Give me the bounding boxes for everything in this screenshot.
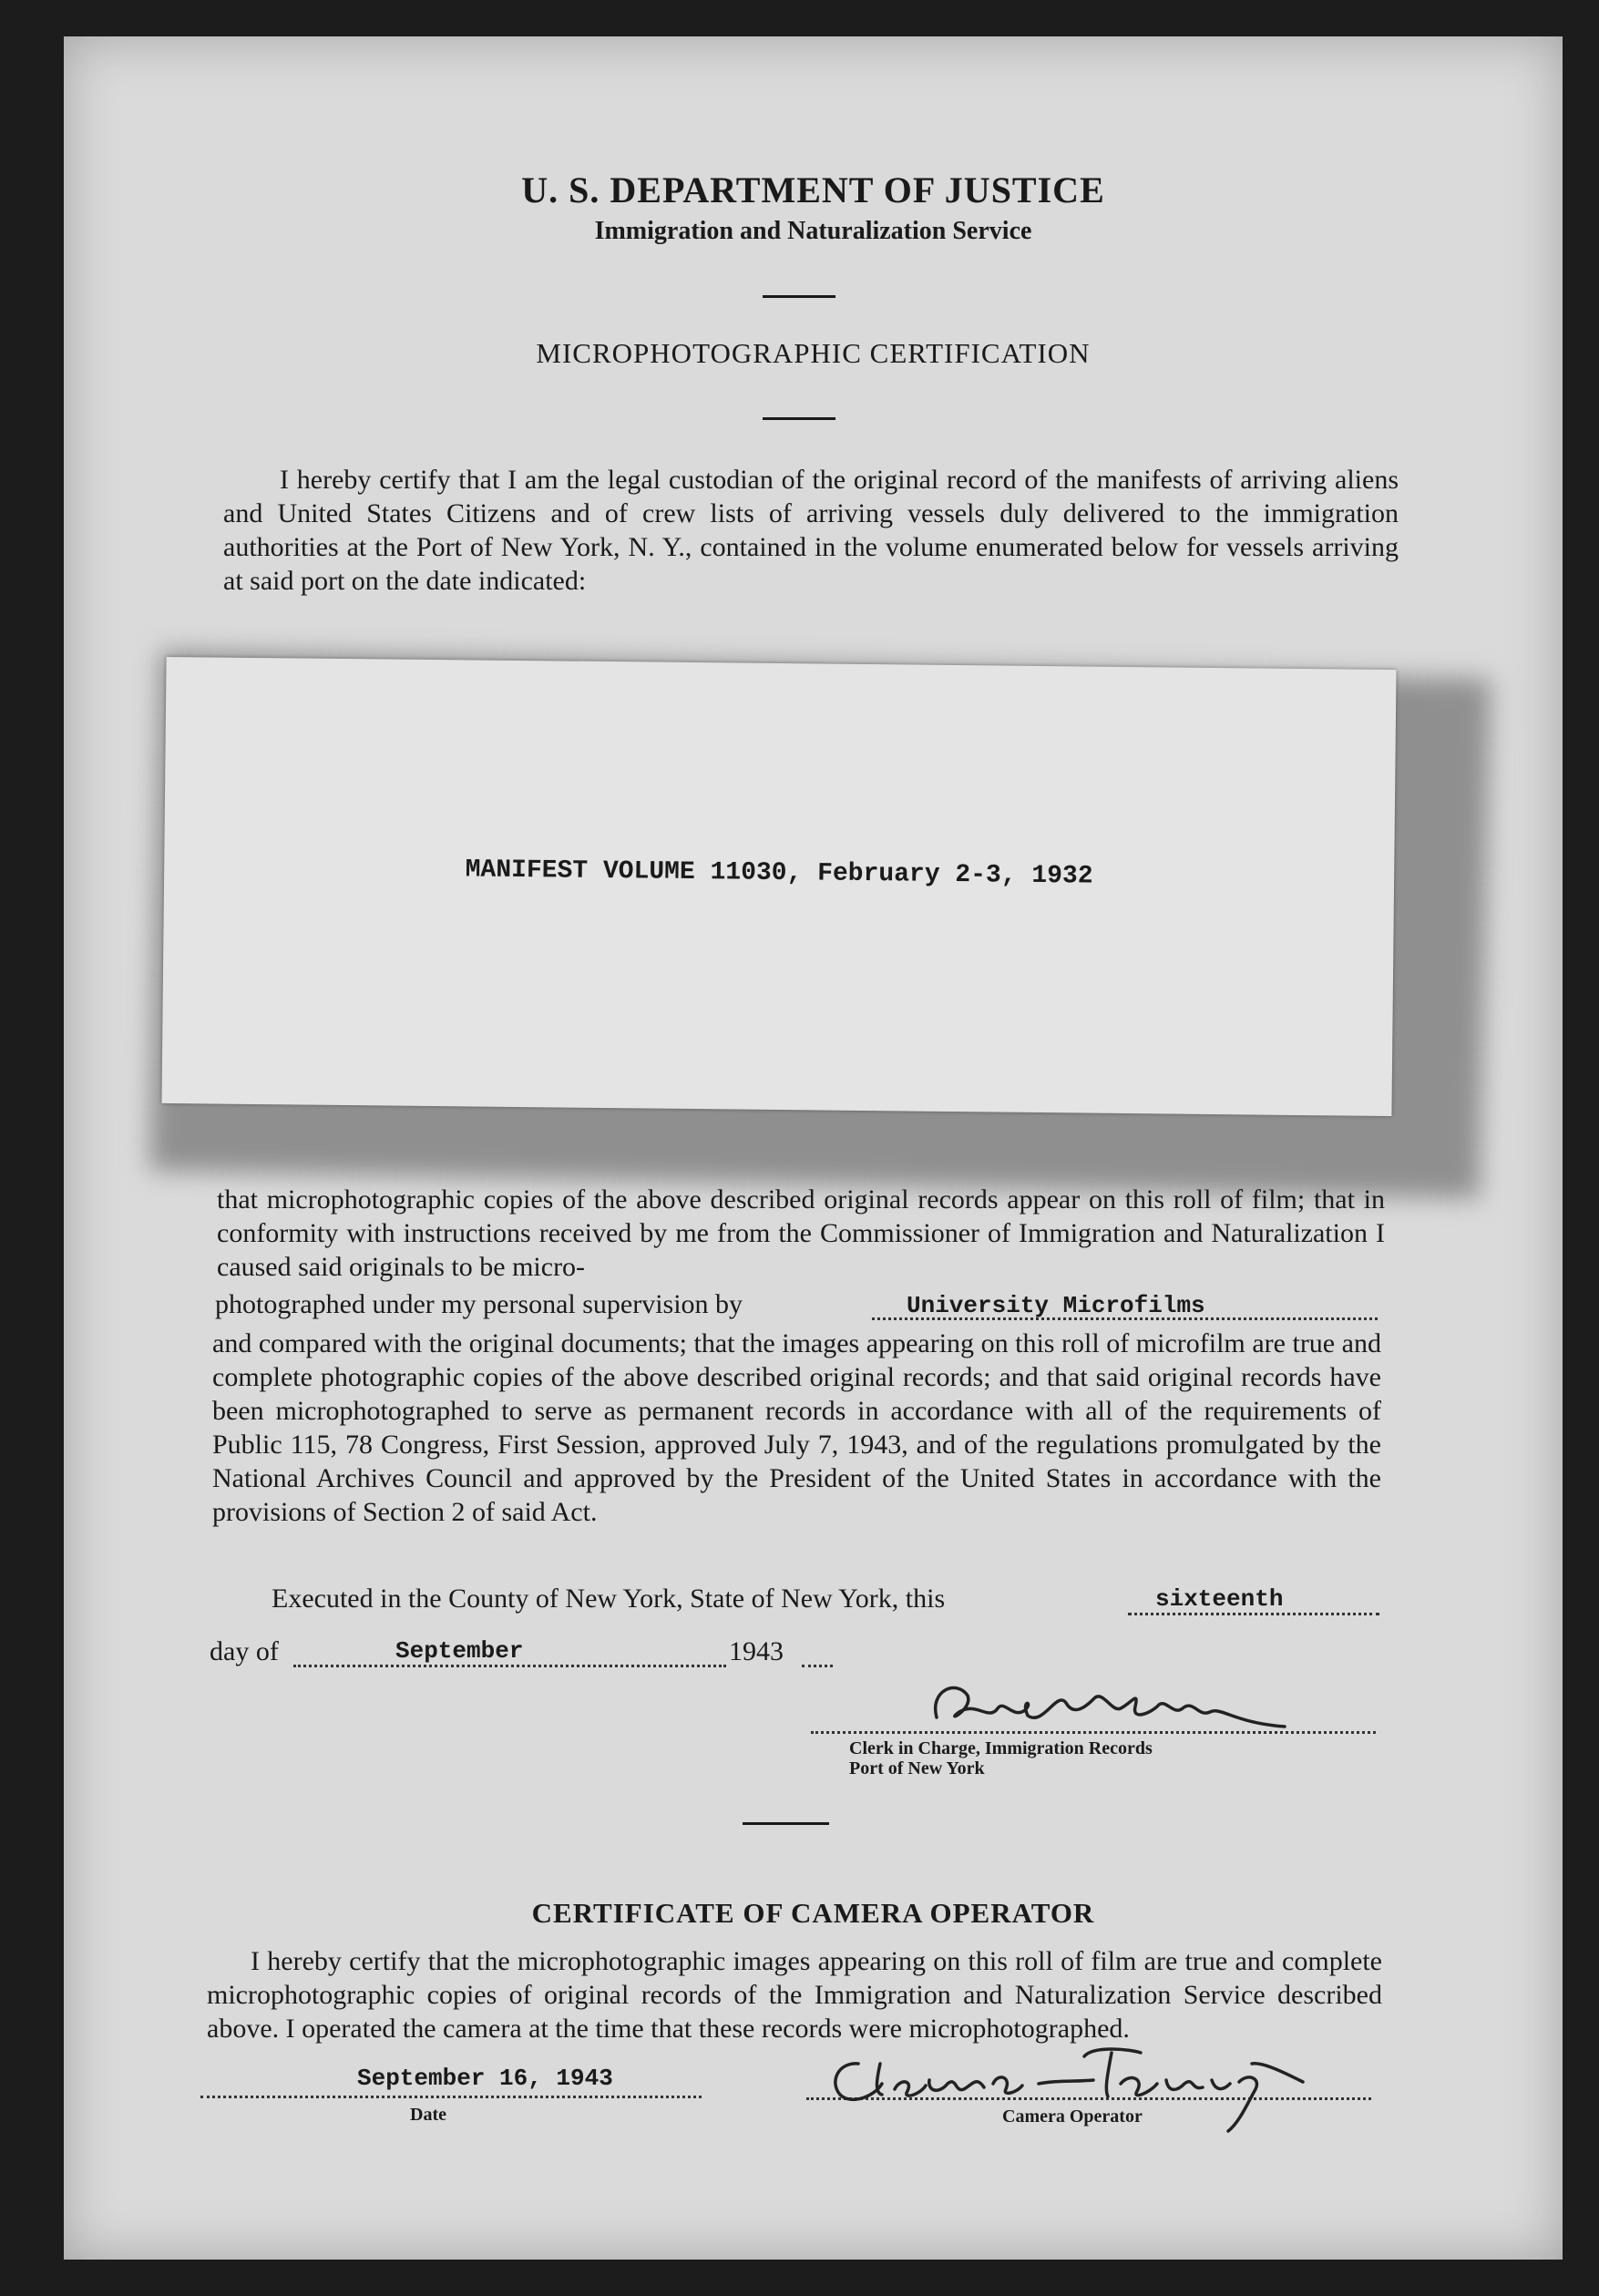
divider-mid (763, 417, 835, 420)
camera-operator-title: CERTIFICATE OF CAMERA OPERATOR (531, 1897, 1095, 1929)
camera-operator-label: Camera Operator (1002, 2106, 1143, 2127)
year-value: 1943 (729, 1636, 784, 1666)
body-text-2: and compared with the original documents; that the images appearing on this roll of microfilm are true and complete photographic copies of the above described original records; and that said original records have been microphotographed to serve as permanent records in accordance with all of the requirements of Public 115, 78 Congress, First Session, approved July 7, 1943, and of the regulations promulgated by the National Archives Council and approved by the President of the United States in accordance with the provisions of Section 2 of said Act. (212, 1328, 1381, 1527)
manifest-volume-text: MANIFEST VOLUME 11030, February 2-3, 1932 (465, 856, 1093, 891)
executed-day-value: sixteenth (1155, 1585, 1284, 1613)
date-value: September 16, 1943 (357, 2065, 613, 2092)
clerk-caption-line2: Port of New York (849, 1758, 985, 1778)
clerk-caption (849, 1738, 1153, 1778)
divider-bottom (743, 1822, 829, 1825)
department-title: U. S. DEPARTMENT OF JUSTICE (521, 169, 1105, 210)
manifest-slip (161, 657, 1396, 1116)
intro-paragraph (223, 463, 1399, 598)
supervision-value: University Microfilms (907, 1292, 1205, 1319)
clerk-caption-line1: Clerk in Charge, Immigration Records (849, 1738, 1153, 1758)
service-subtitle: Immigration and Naturalization Service (594, 217, 1032, 245)
certification-title: MICROPHOTOGRAPHIC CERTIFICATION (536, 337, 1091, 369)
body-paragraph-2 (212, 1327, 1381, 1529)
executed-day-dots (1128, 1613, 1379, 1615)
body-text-1: that microphotographic copies of the above described original records appear on this roll of film; that in conformity with instructions received by me from the Commissioner of Immigration and Naturalization I caused said originals to be micro- (217, 1184, 1385, 1282)
date-dots (200, 2096, 702, 2098)
intro-text: I hereby certify that I am the legal custodian of the original record of the manifests of arriving aliens and United States Citizens and of crew lists of arriving vessels duly delivered to the immigration authorities at the Port of New York, N. Y., contained in the volume enumerated below for vessels arriving at said port on the date indicated: (223, 465, 1399, 596)
body-paragraph-1 (217, 1183, 1385, 1284)
month-value: September (395, 1637, 524, 1665)
day-of-label: day of (210, 1636, 279, 1666)
executed-line (272, 1584, 945, 1614)
month-dots (293, 1665, 726, 1667)
executed-prefix: Executed in the County of New York, State of New York, this (272, 1584, 946, 1614)
date-label: Date (410, 2105, 446, 2125)
camera-operator-text: I hereby certify that the microphotographic images appearing on this roll of film are true and complete microphotographic copies of original records of the Immigration and Naturalization Service described above. I operated the camera at the time that these records were microphotographed. (207, 1946, 1382, 2044)
divider-top (763, 295, 835, 298)
supervision-prefix: photographed under my personal supervision by (215, 1289, 743, 1319)
clerk-signature (920, 1672, 1303, 1745)
year-dots (802, 1665, 833, 1667)
certificate-sheet (64, 36, 1563, 2260)
supervision-line (215, 1289, 743, 1320)
camera-operator-paragraph (207, 1944, 1382, 2045)
